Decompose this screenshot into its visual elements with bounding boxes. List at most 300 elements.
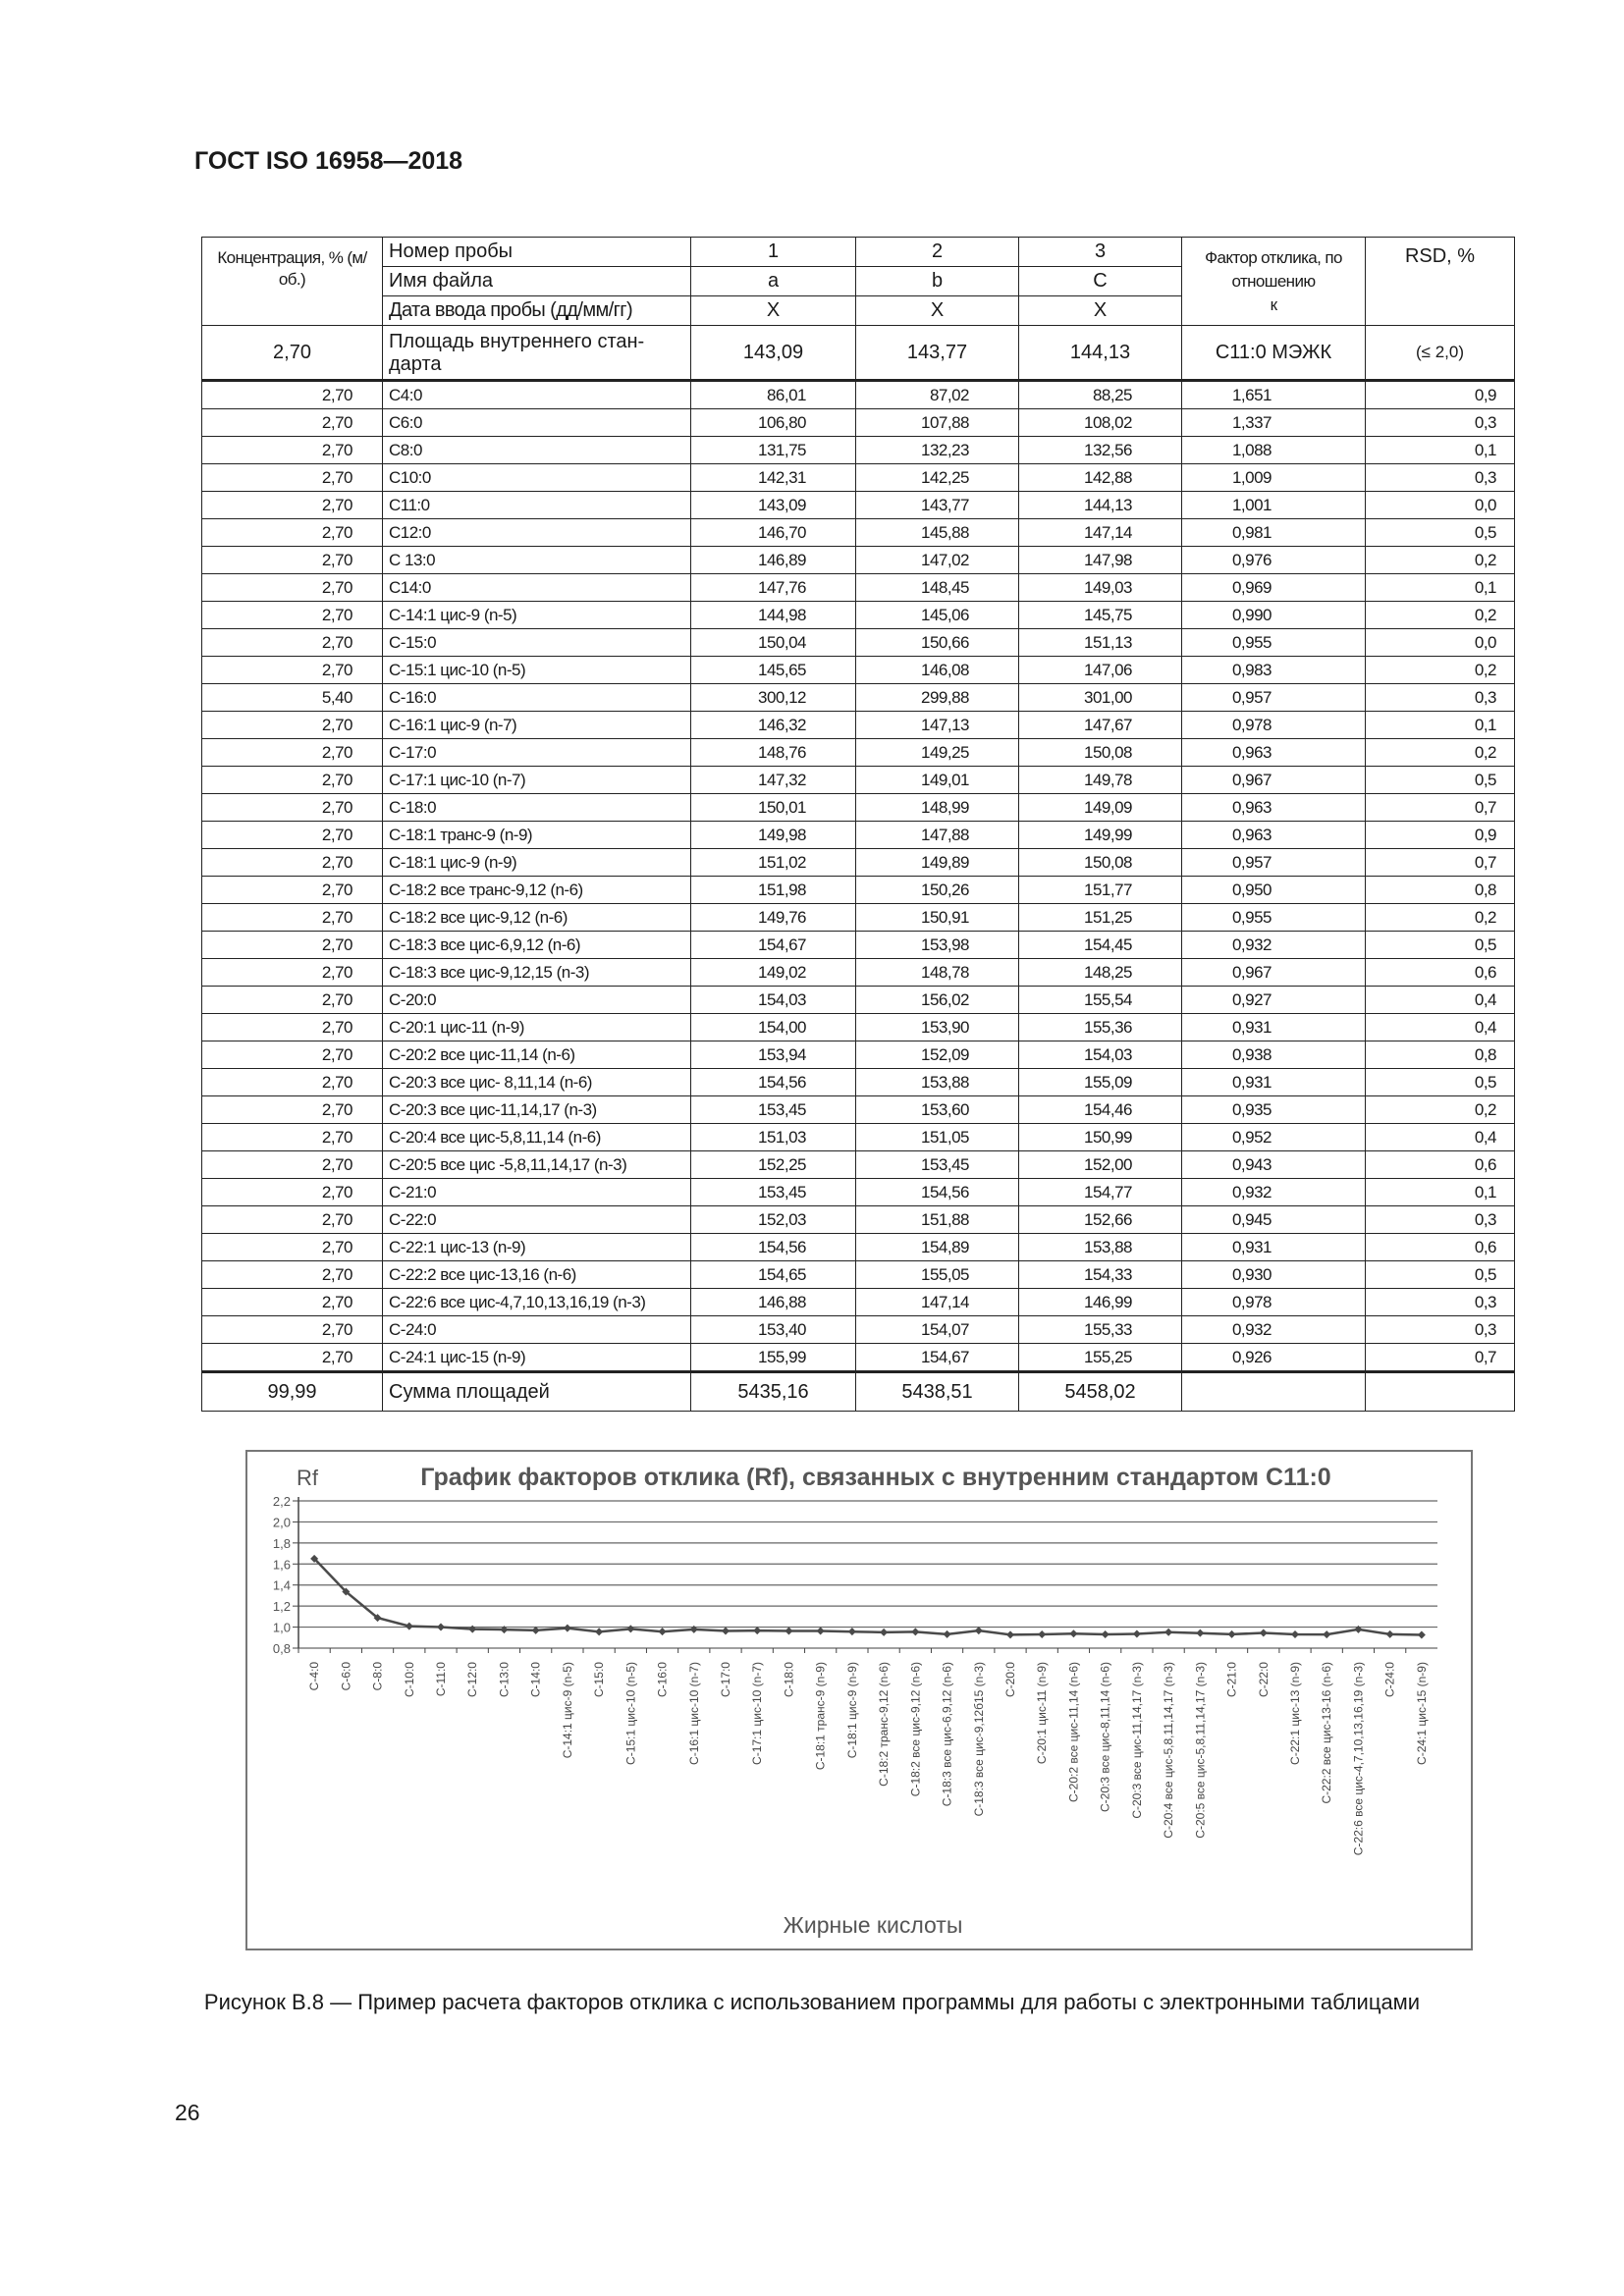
sample-2-file: b	[856, 267, 1019, 296]
response-factor-table	[201, 237, 1515, 1412]
row-area-2: 145,06	[856, 602, 1019, 629]
y-tick-label: 0,8	[272, 1641, 291, 1656]
data-point	[975, 1627, 983, 1634]
row-concentration: 2,70	[202, 464, 383, 492]
row-area-2: 153,98	[856, 932, 1019, 959]
row-rsd: 0,4	[1366, 987, 1515, 1014]
data-point	[1102, 1630, 1110, 1638]
row-label-injection-date: Дата ввода пробы (дд/мм/гг)	[383, 296, 691, 326]
row-concentration: 2,70	[202, 1069, 383, 1096]
row-response-factor: 0,926	[1182, 1344, 1366, 1372]
row-area-2: 149,25	[856, 739, 1019, 767]
row-concentration: 2,70	[202, 629, 383, 657]
row-area-1: 153,45	[691, 1096, 856, 1124]
row-area-3: 147,98	[1019, 547, 1182, 574]
x-tick-label: C-15:1 цис-10 (n-5)	[623, 1662, 638, 1765]
row-area-2: 155,05	[856, 1261, 1019, 1289]
row-area-2: 152,09	[856, 1041, 1019, 1069]
x-tick-label: C-18:3 все цис-9,12б15 (n-3)	[971, 1662, 986, 1817]
table-row	[202, 437, 1515, 464]
row-response-factor: 0,967	[1182, 959, 1366, 987]
x-tick-label: C-16:0	[655, 1662, 670, 1698]
row-fatty-acid: C-20:0	[383, 987, 691, 1014]
row-rsd: 0,7	[1366, 849, 1515, 877]
row-rsd: 0,6	[1366, 959, 1515, 987]
row-fatty-acid: C-18:2 все цис-9,12 (n-6)	[383, 904, 691, 932]
row-concentration: 2,70	[202, 1344, 383, 1372]
row-rsd: 0,2	[1366, 602, 1515, 629]
x-tick-label: C-22:1 цис-13 (n-9)	[1288, 1662, 1302, 1765]
row-fatty-acid: C-21:0	[383, 1179, 691, 1206]
row-area-3: 151,13	[1019, 629, 1182, 657]
row-response-factor: 0,981	[1182, 519, 1366, 547]
table-row	[202, 1124, 1515, 1151]
row-fatty-acid: C 13:0	[383, 547, 691, 574]
row-response-factor: 0,931	[1182, 1069, 1366, 1096]
row-fatty-acid: C8:0	[383, 437, 691, 464]
data-point	[659, 1628, 667, 1635]
row-fatty-acid: C-17:0	[383, 739, 691, 767]
row-concentration: 2,70	[202, 712, 383, 739]
row-fatty-acid: C-18:1 цис-9 (n-9)	[383, 849, 691, 877]
row-area-3: 152,00	[1019, 1151, 1182, 1179]
row-area-1: 153,45	[691, 1179, 856, 1206]
sample-1-is-area: 143,09	[691, 326, 856, 381]
x-tick-label: C-20:1 цис-11 (n-9)	[1035, 1662, 1050, 1765]
table-row	[202, 657, 1515, 684]
table-row	[202, 1069, 1515, 1096]
data-point	[911, 1628, 919, 1635]
row-label-is-area: Площадь внутреннего стан-дарта	[383, 326, 691, 381]
row-area-3: 153,88	[1019, 1234, 1182, 1261]
row-area-2: 153,60	[856, 1096, 1019, 1124]
row-rsd: 0,9	[1366, 381, 1515, 409]
data-point	[722, 1628, 730, 1635]
row-response-factor: 0,963	[1182, 822, 1366, 849]
row-area-1: 152,25	[691, 1151, 856, 1179]
row-area-1: 106,80	[691, 409, 856, 437]
row-concentration: 2,70	[202, 959, 383, 987]
row-area-2: 147,14	[856, 1289, 1019, 1316]
data-point	[1291, 1630, 1299, 1638]
row-fatty-acid: C4:0	[383, 381, 691, 409]
data-point	[1386, 1630, 1394, 1638]
sample-1-number: 1	[691, 238, 856, 267]
row-area-3: 149,09	[1019, 794, 1182, 822]
row-response-factor: 0,978	[1182, 1289, 1366, 1316]
row-response-factor: 0,957	[1182, 684, 1366, 712]
row-rsd: 0,2	[1366, 657, 1515, 684]
row-concentration: 2,70	[202, 1096, 383, 1124]
x-tick-label: C-18:3 все цис-6,9,12 (n-6)	[940, 1662, 954, 1807]
x-tick-label: C-22:2 все цис-13-16 (n-6)	[1320, 1662, 1334, 1804]
row-area-3: 155,09	[1019, 1069, 1182, 1096]
row-area-1: 146,88	[691, 1289, 856, 1316]
row-area-3: 154,45	[1019, 932, 1182, 959]
row-concentration: 2,70	[202, 409, 383, 437]
sample-2-date: X	[856, 296, 1019, 326]
row-concentration: 2,70	[202, 739, 383, 767]
table-row	[202, 684, 1515, 712]
row-response-factor: 0,978	[1182, 712, 1366, 739]
row-area-3: 150,99	[1019, 1124, 1182, 1151]
row-area-2: 154,89	[856, 1234, 1019, 1261]
row-area-1: 146,89	[691, 547, 856, 574]
row-area-1: 144,98	[691, 602, 856, 629]
row-area-2: 132,23	[856, 437, 1019, 464]
x-tick-label: C-14:1 цис-9 (n-5)	[560, 1662, 574, 1759]
row-rsd: 0,9	[1366, 822, 1515, 849]
row-fatty-acid: C-18:1 транс-9 (n-9)	[383, 822, 691, 849]
row-area-2: 147,13	[856, 712, 1019, 739]
row-concentration: 2,70	[202, 381, 383, 409]
row-area-1: 300,12	[691, 684, 856, 712]
rsd-limit: (≤ 2,0)	[1366, 326, 1515, 381]
row-fatty-acid: C-20:3 все цис-11,14,17 (n-3)	[383, 1096, 691, 1124]
row-area-1: 146,32	[691, 712, 856, 739]
table-row	[202, 1041, 1515, 1069]
row-area-2: 154,67	[856, 1344, 1019, 1372]
row-area-1: 148,76	[691, 739, 856, 767]
row-response-factor: 0,938	[1182, 1041, 1366, 1069]
row-fatty-acid: C12:0	[383, 519, 691, 547]
row-rsd: 0,1	[1366, 1179, 1515, 1206]
row-rsd: 0,2	[1366, 547, 1515, 574]
row-response-factor: 1,651	[1182, 381, 1366, 409]
row-concentration: 2,70	[202, 547, 383, 574]
row-area-3: 155,33	[1019, 1316, 1182, 1344]
row-rsd: 0,5	[1366, 519, 1515, 547]
row-area-2: 156,02	[856, 987, 1019, 1014]
row-area-1: 154,65	[691, 1261, 856, 1289]
sum-row	[202, 1372, 1515, 1412]
table-row	[202, 1316, 1515, 1344]
sum-area-2: 5438,51	[856, 1372, 1019, 1412]
row-response-factor: 0,952	[1182, 1124, 1366, 1151]
table-row	[202, 1151, 1515, 1179]
row-area-1: 154,67	[691, 932, 856, 959]
row-fatty-acid: C-18:3 все цис-6,9,12 (n-6)	[383, 932, 691, 959]
row-area-1: 152,03	[691, 1206, 856, 1234]
table-row	[202, 1261, 1515, 1289]
row-area-1: 155,99	[691, 1344, 856, 1372]
row-area-3: 88,25	[1019, 381, 1182, 409]
row-fatty-acid: C-22:0	[383, 1206, 691, 1234]
row-area-1: 153,40	[691, 1316, 856, 1344]
table-row	[202, 574, 1515, 602]
row-area-1: 147,32	[691, 767, 856, 794]
table-row	[202, 629, 1515, 657]
row-fatty-acid: C-24:0	[383, 1316, 691, 1344]
row-area-3: 108,02	[1019, 409, 1182, 437]
row-fatty-acid: C11:0	[383, 492, 691, 519]
x-tick-label: C-20:5 все цис-5,8,11,14,17 (n-3)	[1193, 1662, 1208, 1839]
table-row	[202, 1179, 1515, 1206]
row-response-factor: 1,009	[1182, 464, 1366, 492]
y-tick-label: 2,0	[272, 1515, 291, 1530]
row-rsd: 0,2	[1366, 904, 1515, 932]
row-concentration: 2,70	[202, 1261, 383, 1289]
row-response-factor: 0,927	[1182, 987, 1366, 1014]
data-point	[785, 1628, 792, 1635]
row-concentration: 2,70	[202, 1289, 383, 1316]
row-concentration: 2,70	[202, 602, 383, 629]
rf-chart	[245, 1450, 1473, 1950]
table-row	[202, 1206, 1515, 1234]
row-response-factor: 0,955	[1182, 904, 1366, 932]
row-area-2: 87,02	[856, 381, 1019, 409]
row-rsd: 0,3	[1366, 464, 1515, 492]
row-rsd: 0,3	[1366, 1289, 1515, 1316]
table-row	[202, 519, 1515, 547]
x-tick-label: C-8:0	[370, 1662, 385, 1691]
row-fatty-acid: C-20:5 все цис -5,8,11,14,17 (n-3)	[383, 1151, 691, 1179]
row-response-factor: 0,932	[1182, 1316, 1366, 1344]
sample-3-number: 3	[1019, 238, 1182, 267]
row-area-3: 147,14	[1019, 519, 1182, 547]
row-area-2: 148,78	[856, 959, 1019, 987]
row-area-1: 143,09	[691, 492, 856, 519]
row-fatty-acid: C10:0	[383, 464, 691, 492]
y-tick-label: 1,0	[272, 1620, 291, 1635]
x-tick-label: C-22:0	[1256, 1662, 1271, 1698]
row-fatty-acid: C-18:0	[383, 794, 691, 822]
data-point	[595, 1628, 603, 1635]
x-tick-label: C-20:2 все цис-11,14 (n-6)	[1066, 1662, 1081, 1802]
page-number: 26	[175, 2100, 200, 2125]
row-area-1: 146,70	[691, 519, 856, 547]
row-fatty-acid: C-15:1 цис-10 (n-5)	[383, 657, 691, 684]
table-row	[202, 932, 1515, 959]
row-area-3: 155,54	[1019, 987, 1182, 1014]
row-response-factor: 0,990	[1182, 602, 1366, 629]
conc-header: Концентрация, % (м/об.)	[202, 238, 383, 326]
row-fatty-acid: C-20:2 все цис-11,14 (n-6)	[383, 1041, 691, 1069]
row-concentration: 2,70	[202, 904, 383, 932]
sample-1-date: X	[691, 296, 856, 326]
x-tick-label: C-15:0	[592, 1662, 607, 1698]
row-area-3: 155,25	[1019, 1344, 1182, 1372]
row-fatty-acid: C-17:1 цис-10 (n-7)	[383, 767, 691, 794]
row-concentration: 2,70	[202, 437, 383, 464]
row-response-factor: 0,976	[1182, 547, 1366, 574]
table-row	[202, 877, 1515, 904]
row-area-3: 145,75	[1019, 602, 1182, 629]
row-area-1: 154,03	[691, 987, 856, 1014]
x-tick-label: C-4:0	[307, 1662, 322, 1691]
data-point	[437, 1623, 445, 1630]
data-point	[468, 1626, 476, 1633]
row-fatty-acid: C6:0	[383, 409, 691, 437]
row-area-1: 151,02	[691, 849, 856, 877]
row-fatty-acid: C-18:2 все транс-9,12 (n-6)	[383, 877, 691, 904]
row-area-2: 148,99	[856, 794, 1019, 822]
table-row	[202, 464, 1515, 492]
rf-reference: С11:0 МЭЖК	[1182, 326, 1366, 381]
x-tick-label: C-17:1 цис-10 (n-7)	[750, 1662, 765, 1765]
rf-header	[1182, 238, 1366, 326]
row-area-3: 149,03	[1019, 574, 1182, 602]
x-tick-label: C-18:1 цис-9 (n-9)	[844, 1662, 859, 1759]
row-area-3: 154,03	[1019, 1041, 1182, 1069]
row-rsd: 0,3	[1366, 1206, 1515, 1234]
row-area-1: 149,76	[691, 904, 856, 932]
data-point	[1006, 1630, 1014, 1638]
row-area-1: 150,04	[691, 629, 856, 657]
row-fatty-acid: C-16:0	[383, 684, 691, 712]
row-area-3: 147,06	[1019, 657, 1182, 684]
row-area-2: 151,88	[856, 1206, 1019, 1234]
table-row	[202, 1014, 1515, 1041]
row-rsd: 0,8	[1366, 1041, 1515, 1069]
row-area-1: 147,76	[691, 574, 856, 602]
x-tick-label: C-18:0	[782, 1662, 796, 1698]
x-tick-label: C-14:0	[528, 1662, 543, 1698]
table-row	[202, 492, 1515, 519]
row-concentration: 2,70	[202, 574, 383, 602]
row-area-3: 301,00	[1019, 684, 1182, 712]
row-rsd: 0,3	[1366, 409, 1515, 437]
row-rsd: 0,4	[1366, 1014, 1515, 1041]
table-row	[202, 1234, 1515, 1261]
row-area-2: 299,88	[856, 684, 1019, 712]
x-tick-label: C-17:0	[719, 1662, 732, 1698]
data-point	[1133, 1630, 1141, 1638]
row-area-2: 150,91	[856, 904, 1019, 932]
x-tick-label: C-22:6 все цис-4,7,10,13,16,19 (n-3)	[1351, 1662, 1366, 1856]
row-concentration: 2,70	[202, 1234, 383, 1261]
row-area-1: 154,00	[691, 1014, 856, 1041]
table-row	[202, 987, 1515, 1014]
row-fatty-acid: C14:0	[383, 574, 691, 602]
table-row	[202, 767, 1515, 794]
x-tick-label: C-20:3 все цис-11,14,17 (n-3)	[1129, 1662, 1144, 1819]
x-tick-label: C-24:1 цис-15 (n-9)	[1414, 1662, 1429, 1765]
row-response-factor: 0,943	[1182, 1151, 1366, 1179]
row-rsd: 0,4	[1366, 1124, 1515, 1151]
row-rsd: 0,5	[1366, 932, 1515, 959]
y-tick-label: 2,2	[272, 1494, 291, 1509]
row-rsd: 0,1	[1366, 437, 1515, 464]
table-row	[202, 959, 1515, 987]
row-fatty-acid: C-22:2 все цис-13,16 (n-6)	[383, 1261, 691, 1289]
row-area-1: 86,01	[691, 381, 856, 409]
data-point	[817, 1628, 825, 1635]
y-tick-label: 1,2	[272, 1599, 291, 1615]
row-area-1: 151,98	[691, 877, 856, 904]
conc-header-value: 2,70	[202, 326, 383, 381]
document-header: ГОСТ ISO 16958—2018	[194, 147, 463, 175]
row-label-sample-number: Номер пробы	[383, 238, 691, 267]
sample-3-is-area: 144,13	[1019, 326, 1182, 381]
row-rsd: 0,1	[1366, 574, 1515, 602]
row-area-3: 148,25	[1019, 959, 1182, 987]
x-tick-label: C-10:0	[402, 1662, 416, 1698]
row-rsd: 0,7	[1366, 1344, 1515, 1372]
row-concentration: 2,70	[202, 849, 383, 877]
row-concentration: 2,70	[202, 794, 383, 822]
data-point	[1228, 1630, 1236, 1638]
row-label-file-name: Имя файла	[383, 267, 691, 296]
row-rsd: 0,2	[1366, 1096, 1515, 1124]
x-tick-label: C-18:2 транс-9,12 (n-6)	[877, 1662, 892, 1787]
row-area-2: 150,66	[856, 629, 1019, 657]
row-area-3: 154,33	[1019, 1261, 1182, 1289]
row-concentration: 2,70	[202, 822, 383, 849]
y-axis-label: Rf	[297, 1466, 318, 1490]
row-fatty-acid: C-14:1 цис-9 (n-5)	[383, 602, 691, 629]
rf-chart-svg	[247, 1452, 1471, 1949]
sum-area-3: 5458,02	[1019, 1372, 1182, 1412]
row-concentration: 2,70	[202, 877, 383, 904]
sample-2-number: 2	[856, 238, 1019, 267]
table-row	[202, 547, 1515, 574]
row-area-1: 149,98	[691, 822, 856, 849]
row-fatty-acid: C-22:6 все цис-4,7,10,13,16,19 (n-3)	[383, 1289, 691, 1316]
row-rsd: 0,1	[1366, 712, 1515, 739]
data-point	[1323, 1630, 1330, 1638]
row-response-factor: 0,932	[1182, 932, 1366, 959]
table-row	[202, 1344, 1515, 1372]
rf-header-k: к	[1270, 294, 1277, 314]
row-concentration: 2,70	[202, 519, 383, 547]
row-rsd: 0,0	[1366, 492, 1515, 519]
row-area-2: 149,01	[856, 767, 1019, 794]
row-area-3: 149,78	[1019, 767, 1182, 794]
row-area-2: 145,88	[856, 519, 1019, 547]
row-response-factor: 0,932	[1182, 1179, 1366, 1206]
row-rsd: 0,3	[1366, 684, 1515, 712]
x-tick-label: C-13:0	[497, 1662, 512, 1698]
sample-3-file: C	[1019, 267, 1182, 296]
data-point	[564, 1625, 571, 1632]
row-area-3: 150,08	[1019, 849, 1182, 877]
row-response-factor: 0,955	[1182, 629, 1366, 657]
x-axis-label: Жирные кислоты	[783, 1912, 963, 1938]
row-area-2: 147,02	[856, 547, 1019, 574]
row-concentration: 2,70	[202, 1316, 383, 1344]
x-tick-label: C-21:0	[1224, 1662, 1239, 1698]
row-area-2: 146,08	[856, 657, 1019, 684]
row-concentration: 2,70	[202, 932, 383, 959]
table-row	[202, 904, 1515, 932]
data-point	[406, 1623, 413, 1630]
row-area-2: 153,90	[856, 1014, 1019, 1041]
row-response-factor: 0,930	[1182, 1261, 1366, 1289]
x-tick-label: C-24:0	[1382, 1662, 1397, 1698]
series-line	[314, 1559, 1422, 1635]
row-rsd: 0,8	[1366, 877, 1515, 904]
table-row	[202, 739, 1515, 767]
row-rsd: 0,5	[1366, 1069, 1515, 1096]
row-area-3: 151,77	[1019, 877, 1182, 904]
row-rsd: 0,0	[1366, 629, 1515, 657]
table-row	[202, 822, 1515, 849]
rf-header-label: Фактор отклика, по отношению	[1205, 247, 1342, 291]
data-point	[1069, 1629, 1077, 1637]
x-tick-label: C-18:1 транс-9 (n-9)	[813, 1662, 828, 1771]
row-area-1: 151,03	[691, 1124, 856, 1151]
sum-concentration: 99,99	[202, 1372, 383, 1412]
table-row	[202, 381, 1515, 409]
x-tick-label: C-20:4 все цис-5,8,11,14,17 (n-3)	[1162, 1662, 1176, 1839]
row-response-factor: 0,969	[1182, 574, 1366, 602]
row-area-3: 144,13	[1019, 492, 1182, 519]
row-area-1: 154,56	[691, 1069, 856, 1096]
row-concentration: 2,70	[202, 767, 383, 794]
row-rsd: 0,5	[1366, 1261, 1515, 1289]
row-response-factor: 0,950	[1182, 877, 1366, 904]
